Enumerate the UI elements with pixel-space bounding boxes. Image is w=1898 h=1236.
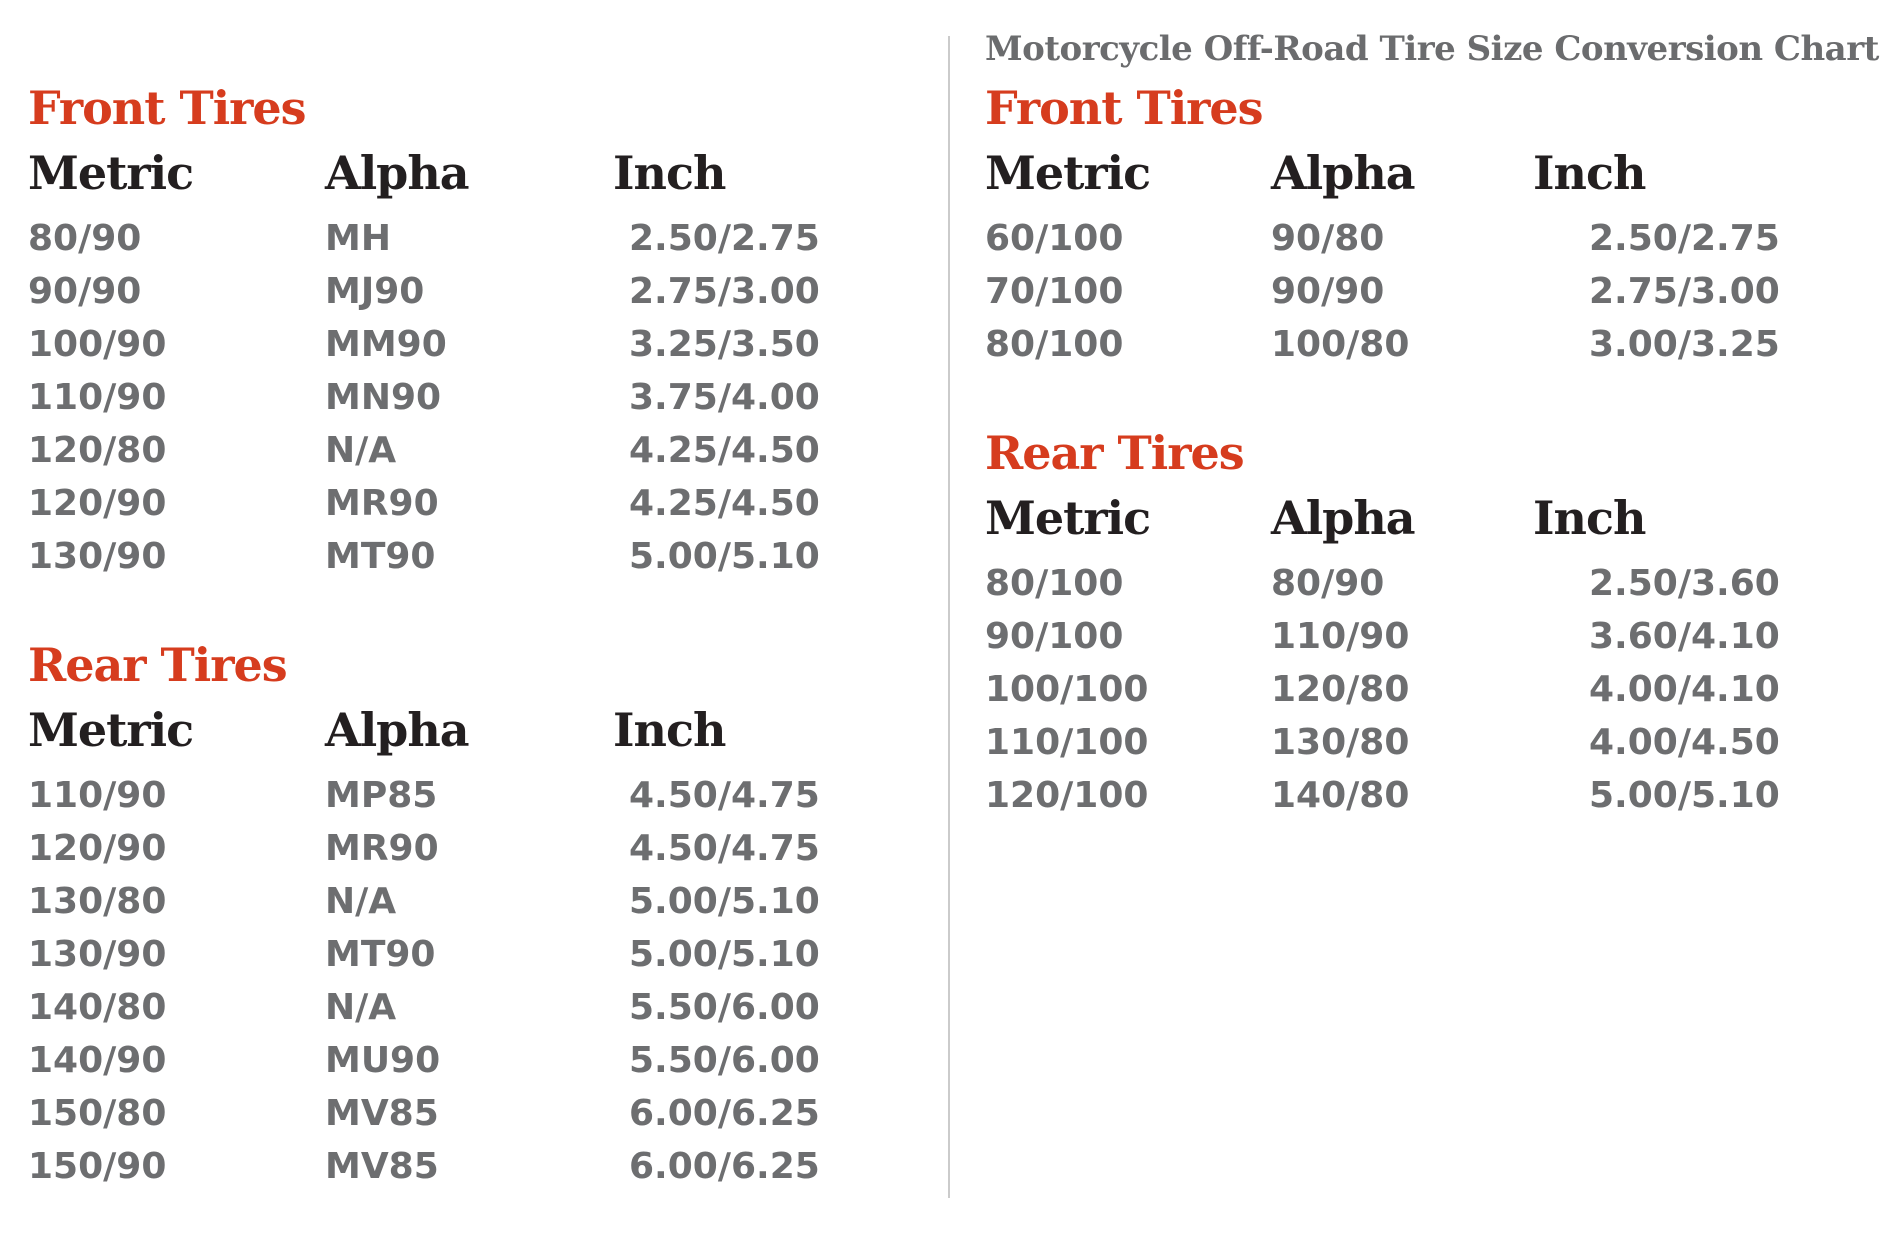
column-header-inch: Inch — [1533, 491, 1646, 545]
table-cell: 140/80 — [28, 987, 167, 1028]
table-row — [28, 530, 928, 583]
table-row — [28, 212, 928, 265]
table-cell: 120/90 — [28, 483, 167, 524]
table-row — [28, 1087, 928, 1140]
table-row — [985, 212, 1885, 265]
table-cell: 90/100 — [985, 616, 1124, 657]
table-cell: 90/90 — [28, 271, 142, 312]
table-cell: N/A — [325, 430, 397, 471]
table-cell: 5.50/6.00 — [629, 987, 820, 1028]
table-header-row — [985, 489, 1885, 547]
table-header-row — [985, 144, 1885, 202]
table-cell: 4.50/4.75 — [629, 828, 820, 869]
table-cell: 4.25/4.50 — [629, 483, 820, 524]
page-title: Motorcycle Off-Road Tire Size Conversion Chart — [985, 29, 1879, 69]
table-cell: 120/80 — [28, 430, 167, 471]
right-front-tires-section — [985, 82, 1885, 371]
table-cell: 130/80 — [28, 881, 167, 922]
table-cell: MT90 — [325, 536, 436, 577]
left-rear-tires-section — [28, 639, 928, 1193]
column-header-metric: Metric — [985, 146, 1151, 200]
table-cell: 90/80 — [1271, 218, 1385, 259]
column-header-metric: Metric — [985, 491, 1151, 545]
table-cell: 6.00/6.25 — [629, 1146, 820, 1187]
table-body — [28, 769, 928, 1193]
column-header-alpha: Alpha — [325, 146, 469, 200]
table-row — [28, 424, 928, 477]
table-cell: 6.00/6.25 — [629, 1093, 820, 1134]
table-cell: 5.00/5.10 — [629, 934, 820, 975]
table-cell: 90/90 — [1271, 271, 1385, 312]
table-cell: 3.25/3.50 — [629, 324, 820, 365]
table-cell: 80/90 — [28, 218, 142, 259]
table-cell: MH — [325, 218, 391, 259]
table-cell: 2.75/3.00 — [629, 271, 820, 312]
table-cell: 110/90 — [1271, 616, 1410, 657]
table-row — [28, 265, 928, 318]
left-front-tires-section — [28, 82, 928, 583]
table-cell: 80/100 — [985, 324, 1124, 365]
table-body — [28, 212, 928, 583]
column-header-metric: Metric — [28, 703, 194, 757]
table-cell: MM90 — [325, 324, 447, 365]
table-cell: 80/90 — [1271, 563, 1385, 604]
table-cell: MN90 — [325, 377, 442, 418]
table-cell: 130/90 — [28, 934, 167, 975]
table-cell: MU90 — [325, 1040, 441, 1081]
left-panel — [28, 0, 928, 1193]
table-cell: 5.00/5.10 — [629, 536, 820, 577]
column-header-alpha: Alpha — [1271, 491, 1415, 545]
table-row — [985, 318, 1885, 371]
table-cell: MT90 — [325, 934, 436, 975]
table-cell: 5.00/5.10 — [1589, 775, 1780, 816]
table-cell: 140/90 — [28, 1040, 167, 1081]
table-cell: 70/100 — [985, 271, 1124, 312]
table-cell: 3.75/4.00 — [629, 377, 820, 418]
table-cell: 2.50/2.75 — [629, 218, 820, 259]
column-header-inch: Inch — [613, 146, 726, 200]
table-cell: 5.00/5.10 — [629, 881, 820, 922]
table-row — [985, 265, 1885, 318]
vertical-divider — [948, 36, 950, 1198]
table-cell: N/A — [325, 881, 397, 922]
table-row — [985, 557, 1885, 610]
table-cell: 120/80 — [1271, 669, 1410, 710]
table-row — [28, 875, 928, 928]
rear-tires-heading: Rear Tires — [28, 638, 287, 692]
table-row — [985, 663, 1885, 716]
rear-tires-heading: Rear Tires — [985, 426, 1244, 480]
table-cell: 4.00/4.50 — [1589, 722, 1780, 763]
table-cell: MV85 — [325, 1146, 439, 1187]
table-row — [28, 371, 928, 424]
table-body — [985, 557, 1885, 822]
table-cell: 2.75/3.00 — [1589, 271, 1780, 312]
table-cell: 2.50/2.75 — [1589, 218, 1780, 259]
table-cell: 110/90 — [28, 377, 167, 418]
column-header-inch: Inch — [613, 703, 726, 757]
right-panel — [985, 0, 1885, 822]
table-row — [28, 318, 928, 371]
right-rear-tires-section — [985, 427, 1885, 822]
table-row — [985, 769, 1885, 822]
table-cell: 100/100 — [985, 669, 1149, 710]
front-tires-table — [985, 144, 1885, 371]
table-cell: 130/80 — [1271, 722, 1410, 763]
table-row — [28, 1140, 928, 1193]
table-row — [28, 981, 928, 1034]
table-cell: 4.00/4.10 — [1589, 669, 1780, 710]
column-header-metric: Metric — [28, 146, 194, 200]
table-cell: 120/90 — [28, 828, 167, 869]
table-cell: 140/80 — [1271, 775, 1410, 816]
table-cell: 120/100 — [985, 775, 1149, 816]
table-cell: 3.00/3.25 — [1589, 324, 1780, 365]
table-cell: 100/90 — [28, 324, 167, 365]
front-tires-heading: Front Tires — [28, 81, 306, 135]
table-row — [28, 1034, 928, 1087]
table-cell: MR90 — [325, 483, 439, 524]
table-row — [28, 822, 928, 875]
column-header-inch: Inch — [1533, 146, 1646, 200]
table-cell: 150/90 — [28, 1146, 167, 1187]
table-row — [28, 769, 928, 822]
table-cell: MJ90 — [325, 271, 425, 312]
table-cell: 4.50/4.75 — [629, 775, 820, 816]
table-row — [28, 928, 928, 981]
table-cell: 100/80 — [1271, 324, 1410, 365]
table-row — [985, 716, 1885, 769]
column-header-alpha: Alpha — [1271, 146, 1415, 200]
table-row — [985, 610, 1885, 663]
table-cell: 110/90 — [28, 775, 167, 816]
front-tires-table — [28, 144, 928, 583]
table-cell: MV85 — [325, 1093, 439, 1134]
table-cell: MP85 — [325, 775, 438, 816]
table-row — [28, 477, 928, 530]
rear-tires-table — [985, 489, 1885, 822]
table-header-row — [28, 144, 928, 202]
table-cell: 60/100 — [985, 218, 1124, 259]
table-cell: 3.60/4.10 — [1589, 616, 1780, 657]
table-cell: 5.50/6.00 — [629, 1040, 820, 1081]
table-cell: 4.25/4.50 — [629, 430, 820, 471]
table-cell: N/A — [325, 987, 397, 1028]
rear-tires-table — [28, 701, 928, 1193]
front-tires-heading: Front Tires — [985, 81, 1263, 135]
column-header-alpha: Alpha — [325, 703, 469, 757]
table-cell: 130/90 — [28, 536, 167, 577]
table-cell: 150/80 — [28, 1093, 167, 1134]
table-cell: 80/100 — [985, 563, 1124, 604]
table-cell: MR90 — [325, 828, 439, 869]
table-cell: 2.50/3.60 — [1589, 563, 1780, 604]
table-body — [985, 212, 1885, 371]
table-header-row — [28, 701, 928, 759]
table-cell: 110/100 — [985, 722, 1149, 763]
